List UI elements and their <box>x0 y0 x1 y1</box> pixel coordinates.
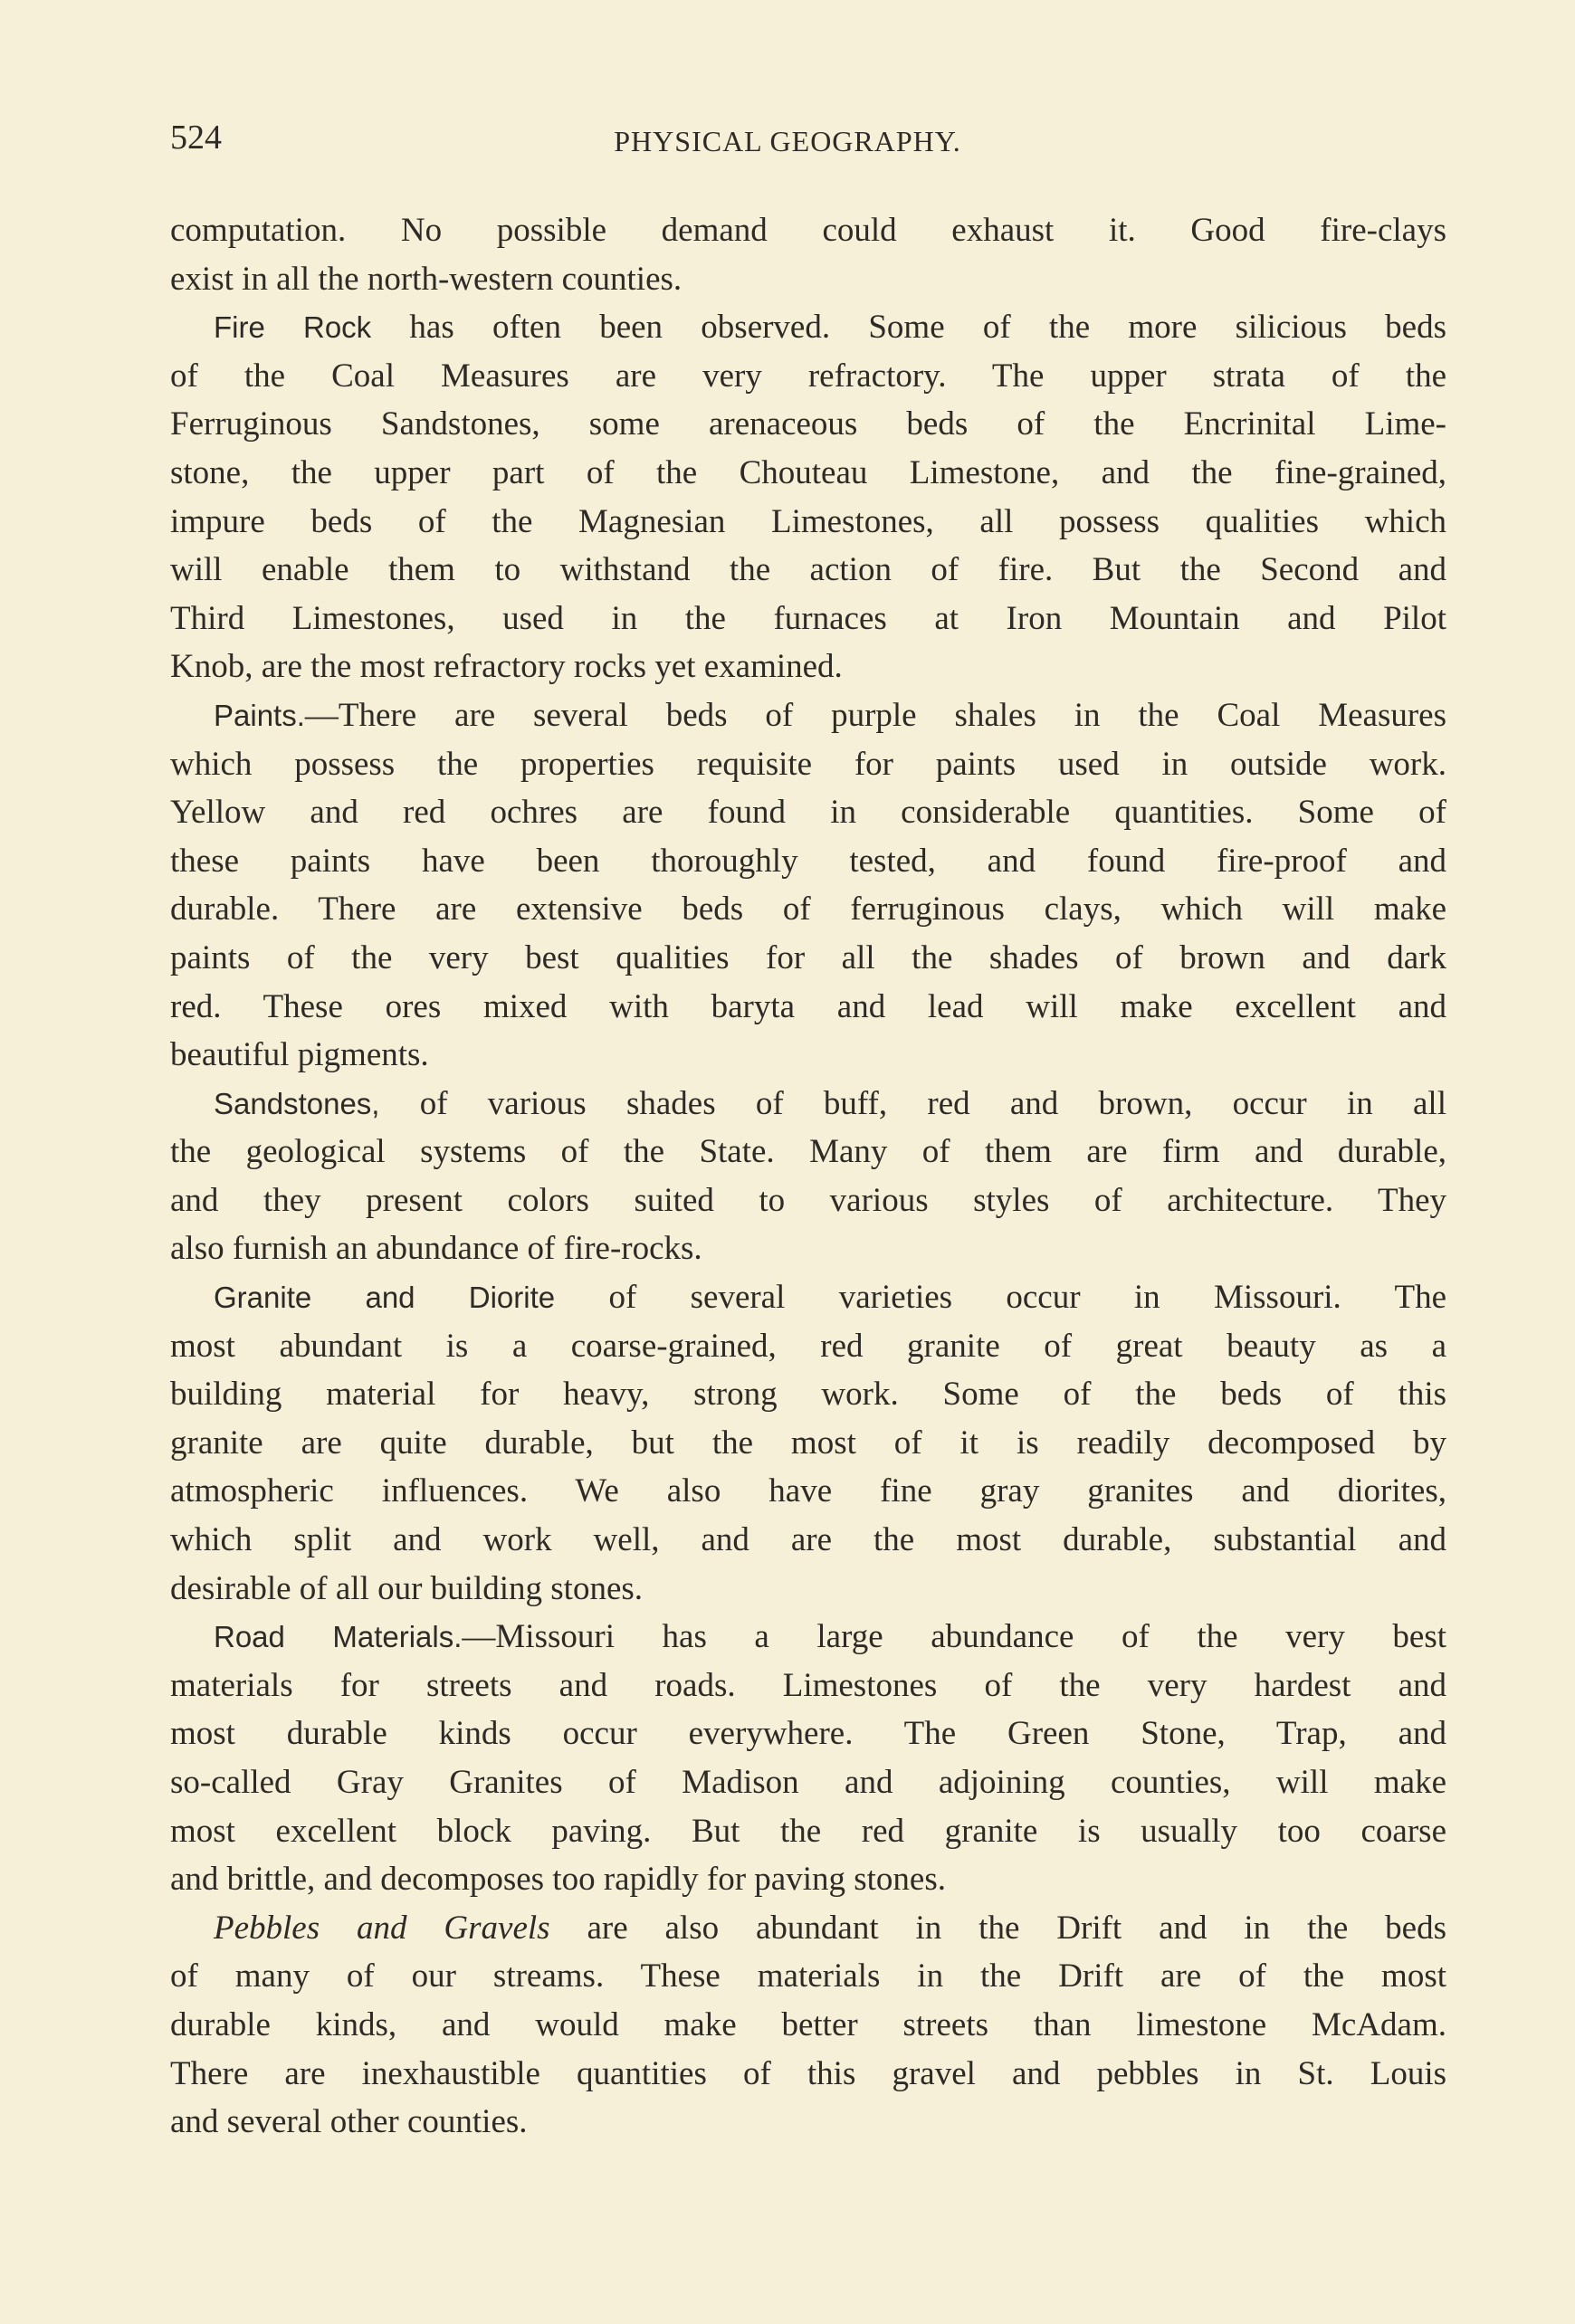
paragraph-lead: Pebbles and Gravels <box>214 1909 550 1947</box>
paragraph-lead: Granite and Diorite <box>214 1281 556 1315</box>
text-line: which split and work well, and are the most durable, substantial and <box>170 1521 1446 1559</box>
text-line: and brittle, and decomposes too rapidly for paving stones. <box>170 1861 946 1899</box>
text-line: building material for heavy, strong work. Some of the beds of this <box>170 1376 1446 1414</box>
paragraph <box>170 1273 1446 1613</box>
line-text: of several varieties occur in Missouri. The <box>555 1279 1446 1317</box>
text-line: the geological systems of the State. Many of them are firm and durable, <box>170 1133 1446 1171</box>
line-text: computation. No possible demand could exhaust it. Good fire-clays <box>170 212 1446 249</box>
text-line: Yellow and red ochres are found in considerable quantities. Some of <box>170 794 1446 832</box>
line-text: of various shades of buff, red and brown, occur in all <box>379 1084 1446 1122</box>
text-line <box>170 1904 1446 1953</box>
line-text: has often been observed. Some of the more silicious beds <box>371 309 1446 347</box>
text-line: and several other counties. <box>170 2103 528 2141</box>
text-line: durable kinds, and would make better streets than limestone McAdam. <box>170 2005 1446 2043</box>
text-line: which possess the properties requisite for paints used in outside work. <box>170 745 1446 783</box>
paragraph-lead: Sandstones, <box>214 1086 380 1120</box>
line-text: —Missouri has a large abundance of the very best <box>462 1618 1446 1656</box>
paragraph <box>170 206 1446 303</box>
text-line <box>170 1080 1446 1129</box>
text-line: these paints have been thoroughly tested, and found fire-proof and <box>170 842 1446 880</box>
paragraph <box>170 691 1446 1080</box>
text-line <box>170 1613 1446 1662</box>
text-line: stone, the upper part of the Chouteau Limestone, and the fine-grained, <box>170 453 1446 491</box>
text-line: desirable of all our building stones. <box>170 1569 644 1607</box>
text-line: of the Coal Measures are very refractory. The upper strata of the <box>170 357 1446 395</box>
page-number: 524 <box>170 119 222 157</box>
text-line: Ferruginous Sandstones, some arenaceous beds of the Encrinital Lime- <box>170 405 1446 443</box>
text-line: There are inexhaustible quantities of this gravel and pebbles in St. Louis <box>170 2054 1446 2092</box>
text-line <box>170 691 1446 740</box>
paragraph-lead: Fire Rock <box>214 310 372 345</box>
text-line: so-called Gray Granites of Madison and adjoining counties, will make <box>170 1764 1446 1801</box>
running-head: PHYSICAL GEOGRAPHY. <box>614 125 961 157</box>
text-line: materials for streets and roads. Limestones of the very hardest and <box>170 1666 1446 1704</box>
text-line: and they present colors suited to various styles of architecture. They <box>170 1181 1446 1219</box>
text-line: will enable them to withstand the action of fire. But the Second and <box>170 551 1446 589</box>
text-line: Knob, are the most refractory rocks yet examined. <box>170 648 843 686</box>
text-line: exist in all the north-western counties. <box>170 260 682 298</box>
text-line: most abundant is a coarse-grained, red granite of great beauty as a <box>170 1327 1446 1365</box>
text-line: red. These ores mixed with baryta and lead will make excellent and <box>170 987 1446 1025</box>
paragraph-lead: Paints. <box>214 698 305 732</box>
paragraph <box>170 1613 1446 1904</box>
text-line: Third Limestones, used in the furnaces at Iron Mountain and Pilot <box>170 599 1446 637</box>
text-line: durable. There are extensive beds of ferruginous clays, which will make <box>170 891 1446 929</box>
text-line <box>170 1273 1446 1322</box>
text-line: atmospheric influences. We also have fine gray granites and diorites, <box>170 1472 1446 1510</box>
paragraph <box>170 1904 1446 2147</box>
line-text: are also abundant in the Drift and in the beds <box>549 1909 1446 1947</box>
text-line: granite are quite durable, but the most of it is readily decomposed by <box>170 1424 1446 1462</box>
text-line: also furnish an abundance of fire-rocks. <box>170 1230 702 1268</box>
text-line: impure beds of the Magnesian Limestones, all possess qualities which <box>170 502 1446 540</box>
text-line <box>170 303 1446 352</box>
text-line: paints of the very best qualities for all the shades of brown and dark <box>170 938 1446 976</box>
paragraph <box>170 1080 1446 1273</box>
paragraph <box>170 303 1446 691</box>
text-line <box>170 206 1446 255</box>
text-line: most durable kinds occur everywhere. The Green Stone, Trap, and <box>170 1715 1446 1753</box>
line-text: —There are several beds of purple shales in the Coal Measures <box>304 696 1446 734</box>
text-line: beautiful pigments. <box>170 1036 429 1074</box>
text-line: most excellent block paving. But the red granite is usually too coarse <box>170 1812 1446 1850</box>
body-text <box>170 206 1446 2147</box>
paragraph-lead: Road Materials. <box>214 1620 463 1654</box>
text-line: of many of our streams. These materials in the Drift are of the most <box>170 1957 1446 1995</box>
